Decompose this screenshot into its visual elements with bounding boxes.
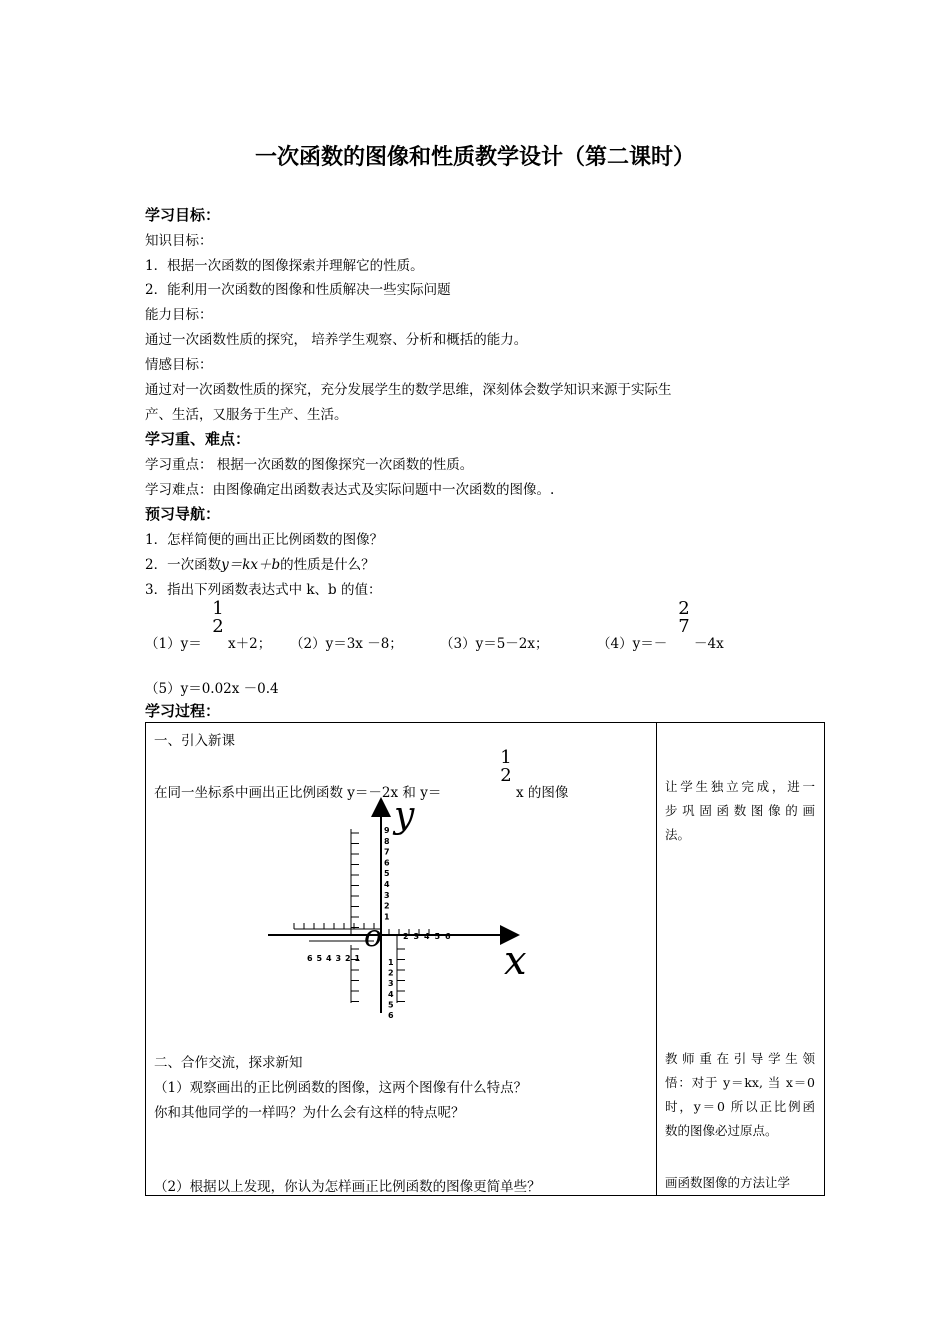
formula-1-denominator: 2 bbox=[212, 616, 224, 637]
y-tick-label: 5 bbox=[388, 1000, 394, 1010]
formula-3: （3）y＝5－2x； bbox=[440, 636, 549, 652]
y-tick-label: 1 bbox=[388, 958, 394, 967]
formula-1-prefix: （1）y＝ bbox=[145, 636, 202, 652]
section-3-note: 画函数图像的方法让学 bbox=[665, 1175, 791, 1190]
x-tick-label: 2 bbox=[403, 932, 409, 941]
formula-1-fraction bbox=[210, 600, 226, 636]
y-tick-label: 6 bbox=[388, 1011, 394, 1020]
process-heading: 学习过程： bbox=[145, 702, 221, 720]
preview-q2-formula: y＝kx＋b bbox=[221, 557, 281, 573]
y-tick-label: 9 bbox=[384, 826, 390, 835]
coordinate-graph bbox=[264, 789, 527, 1029]
section-1-denominator: 2 bbox=[500, 765, 512, 786]
y-tick-label: 2 bbox=[384, 901, 390, 911]
section-1-text-suffix: x 的图像 bbox=[516, 785, 569, 801]
section-1-note-line: 步巩固函数图像的画 bbox=[665, 803, 815, 818]
section-1-note-line: 让学生独立完成，进一 bbox=[665, 779, 815, 794]
page-title: 一次函数的图像和性质教学设计（第二课时） bbox=[254, 145, 695, 170]
formula-4-denominator: 7 bbox=[678, 616, 690, 637]
formula-4-numerator: 2 bbox=[678, 598, 690, 619]
formula-4-fraction bbox=[676, 600, 692, 636]
y-tick-label: 1 bbox=[384, 912, 390, 922]
y-tick-label: 7 bbox=[384, 847, 390, 857]
preview-q1: 1．怎样简便的画出正比例函数的图像？ bbox=[145, 532, 384, 548]
formula-5: （5）y＝0.02x －0.4 bbox=[145, 681, 279, 697]
ability-text: 通过一次函数性质的探究， 培养学生观察、分析和概括的能力。 bbox=[145, 332, 528, 348]
formula-2: （2）y＝3x －8； bbox=[290, 636, 403, 652]
x-tick-label: 4 bbox=[424, 932, 430, 941]
formula-1-suffix: x＋2； bbox=[228, 636, 272, 652]
ability-label: 能力目标： bbox=[145, 307, 213, 323]
x-tick-label: 3 bbox=[413, 932, 420, 941]
x-tick-label: 1 bbox=[354, 954, 361, 963]
y-tick-label: 3 bbox=[388, 979, 394, 989]
section-2-note-line: 悟：对于 y＝kx, 当 x＝0 bbox=[665, 1075, 815, 1090]
x-tick-label: 6 bbox=[307, 954, 313, 963]
section-1-fraction bbox=[498, 749, 514, 785]
section-2-title: 二、合作交流，探求新知 bbox=[154, 1055, 303, 1071]
section-2-q2: （2）根据以上发现，你认为怎样画正比例函数的图像更简单些？ bbox=[154, 1179, 541, 1195]
table-divider bbox=[656, 723, 657, 1195]
x-tick-label: 5 bbox=[316, 954, 323, 963]
section-2-note-line: 数的图像必过原点。 bbox=[665, 1123, 778, 1138]
x-tick-label: 3 bbox=[335, 954, 342, 963]
y-tick-label: 8 bbox=[384, 836, 390, 846]
preview-q2-prefix: 2．一次函数 bbox=[145, 557, 222, 573]
section-2-note-line: 教师重在引导学生领 bbox=[665, 1051, 815, 1066]
emotion-label: 情感目标： bbox=[145, 357, 213, 373]
preview-q2-suffix: 的性质是什么？ bbox=[280, 557, 375, 573]
focus-text: 学习重点： 根据一次函数的图像探究一次函数的性质。 bbox=[145, 457, 474, 473]
section-1-note-line: 法。 bbox=[665, 827, 691, 842]
x-tick-label: 5 bbox=[434, 932, 441, 941]
y-tick-label: 2 bbox=[388, 968, 394, 978]
emotion-text-2: 产、生活，又服务于生产、生活。 bbox=[145, 407, 348, 423]
preview-heading: 预习导航： bbox=[145, 505, 221, 523]
section-1-title: 一、引入新课 bbox=[154, 733, 235, 749]
x-tick-label: 6 bbox=[445, 932, 451, 941]
y-tick-label: 3 bbox=[384, 890, 390, 900]
objectives-heading: 学习目标： bbox=[145, 206, 221, 224]
origin-label: o bbox=[364, 919, 383, 954]
y-axis-label: y bbox=[394, 795, 415, 836]
knowledge-label: 知识目标： bbox=[145, 233, 213, 249]
x-tick-label: 4 bbox=[326, 954, 332, 963]
y-tick-label: 5 bbox=[384, 869, 390, 879]
formula-4-prefix: （4）y＝－ bbox=[597, 636, 668, 652]
x-tick-label: 2 bbox=[345, 954, 351, 963]
section-2-q1-b: 你和其他同学的一样吗？为什么会有这样的特点呢？ bbox=[154, 1105, 465, 1121]
formula-1-numerator: 1 bbox=[212, 598, 224, 619]
process-table bbox=[145, 722, 825, 1196]
knowledge-item-1: 1．根据一次函数的图像探索并理解它的性质。 bbox=[145, 258, 424, 274]
section-2-q1-a: （1）观察画出的正比例函数的图像，这两个图像有什么特点？ bbox=[154, 1080, 528, 1096]
section-2-note bbox=[665, 1047, 815, 1143]
formula-4-suffix: －4x bbox=[694, 636, 724, 652]
section-1-note bbox=[665, 775, 815, 847]
y-tick-label: 4 bbox=[384, 880, 390, 889]
preview-q3: 3．指出下列函数表达式中 k、b 的值： bbox=[145, 582, 382, 598]
difficulty-text: 学习难点：由图像确定出函数表达式及实际问题中一次函数的图像。. bbox=[145, 482, 555, 498]
y-tick-label: 4 bbox=[388, 989, 394, 999]
knowledge-item-2: 2．能利用一次函数的图像和性质解决一些实际问题 bbox=[145, 282, 451, 298]
emotion-text-1: 通过对一次函数性质的探究，充分发展学生的数学思维，深刻体会数学知识来源于实际生 bbox=[145, 382, 672, 398]
section-2-note-line: 时，y＝0 所以正比例函 bbox=[665, 1099, 815, 1114]
y-tick-label: 6 bbox=[384, 858, 390, 868]
section-1-numerator: 1 bbox=[500, 747, 512, 768]
x-axis-label: x bbox=[504, 938, 527, 984]
section-1-text-prefix: 在同一坐标系中画出正比例函数 y＝－2x 和 y＝ bbox=[154, 785, 442, 801]
keypoints-heading: 学习重、难点： bbox=[145, 430, 251, 448]
preview-q2 bbox=[145, 553, 375, 573]
